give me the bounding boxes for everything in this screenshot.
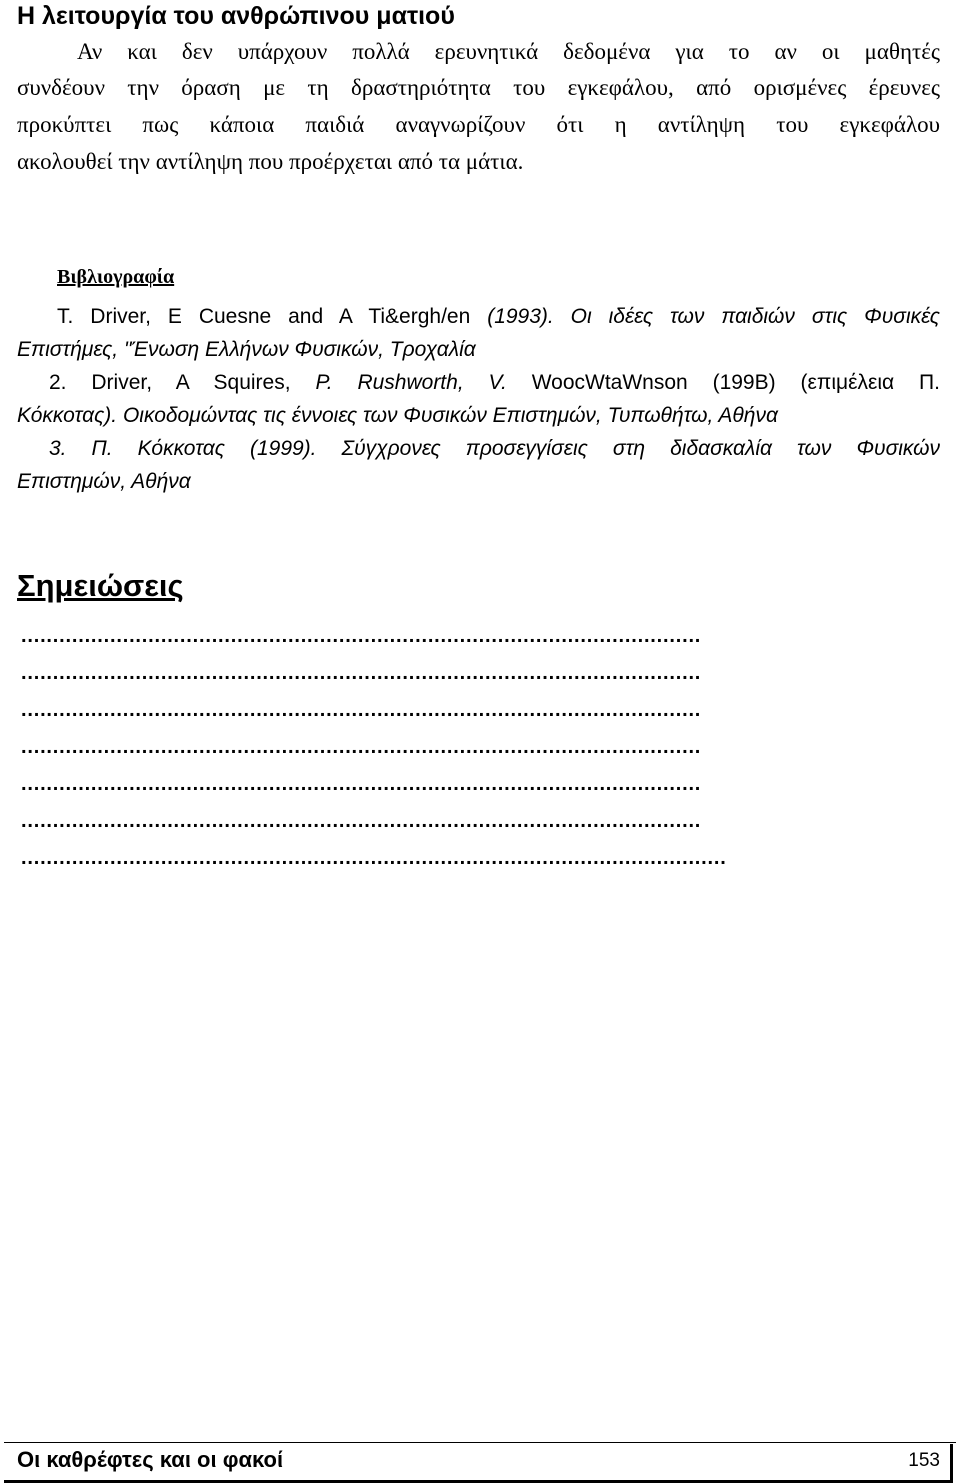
notes-line: ............................................................................................................... [21,847,727,869]
notes-line: ........................................................................................................... [21,810,702,832]
reference-1-line-1 [57,304,940,330]
reference-3-line-2: Επιστημών, Αθήνα [17,470,191,493]
footer-rule [4,1442,956,1443]
reference-2-line-1 [49,370,940,396]
reference-3-line-1: 3. Π. Κόκκοτας (1999). Σύγχρονες προσεγγίσεις στη διδασκαλία των Φυσικών [49,437,940,460]
footer-title: Οι καθρέφτες και οι φακοί [17,1447,284,1472]
notes-line: ........................................................................................................... [21,662,702,684]
reference-2-authors: Driver, A Squires, [66,371,316,394]
notes-line: ........................................................................................................... [21,773,702,795]
reference-2-details: WoocWtaWnson (199B) (επιμέλεια Π. [506,371,941,394]
paragraph-line: συνδέουν την όραση με τη δραστηριότητα του εγκεφάλου, από ορισμένες έρευνες [17,75,940,100]
notes-heading: Σημειώσεις [17,568,184,603]
reference-2-authors-italic: P. Rushworth, V. [315,371,507,394]
paragraph-line: Αν και δεν υπάρχουν πολλά ερευνητικά δεδομένα για το αν οι μαθητές [77,39,940,64]
notes-line: ........................................................................................................... [21,625,702,647]
bibliography-heading: Βιβλιογραφία [57,266,175,288]
notes-line: ........................................................................................................... [21,736,702,758]
reference-1-authors: Τ. Driver, E Cuesne and A Ti&ergh/en [57,305,471,328]
reference-2-number: 2. [49,371,67,394]
section-heading: Η λειτουργία του ανθρώπινου ματιού [17,2,455,30]
reference-2-line-2: Κόκκοτας). Οικοδομώντας τις έννοιες των Φυσικών Επιστημών, Τυπωθήτω, Αθήνα [17,404,778,427]
notes-line: ........................................................................................................... [21,699,702,721]
paragraph-line: προκύπτει πως κάποια παιδιά αναγνωρίζουν ότι η αντίληψη του εγκεφάλου [17,112,940,137]
reference-1-line-2: Επιστήμες, "Ένωση Ελλήνων Φυσικών, Τροχαλία [17,338,476,361]
paragraph-line: ακολουθεί την αντίληψη που προέρχεται από τα μάτια. [17,149,524,174]
reference-1-title: (1993). Οι ιδέες των παιδιών στις Φυσικές [470,305,940,328]
page-number: 153 [908,1450,940,1471]
